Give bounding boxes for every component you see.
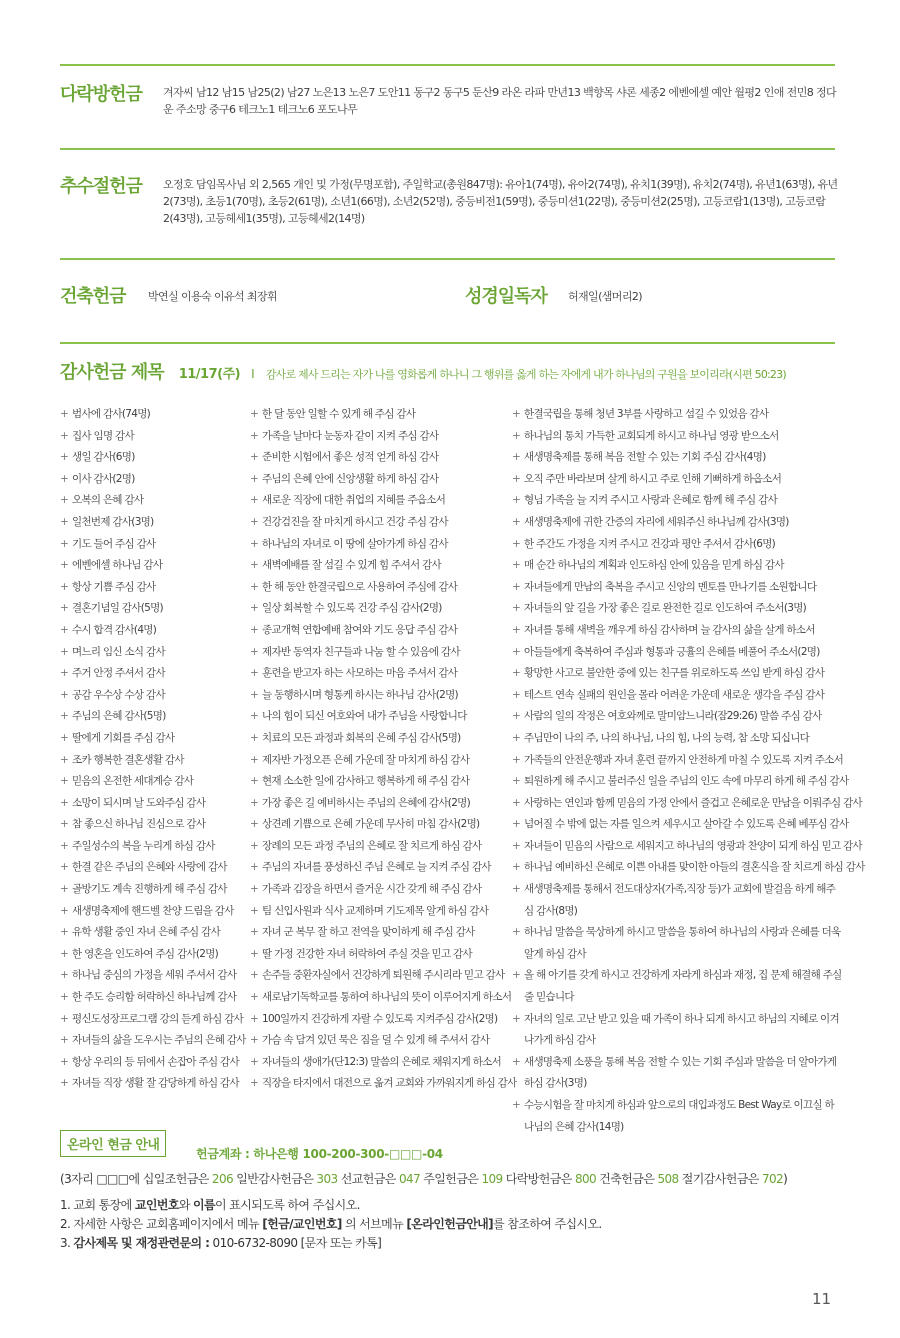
thanks-item: + 하나님 중심의 가정을 세워 주셔서 감사 bbox=[60, 965, 250, 987]
thanks-item: + 믿음의 온전한 세대계승 감사 bbox=[60, 771, 250, 793]
thanks-item: + 직장을 타지에서 대전으로 옮겨 교회와 가까워지게 하심 감사 bbox=[250, 1073, 512, 1095]
thanks-item: + 에벤에셀 하나님 감사 bbox=[60, 555, 250, 577]
code-darak: 800 bbox=[574, 1172, 597, 1186]
thanks-item: + 주님의 자녀를 풍성하신 주님 은혜로 늘 지켜 주심 감사 bbox=[250, 857, 512, 879]
chusu-body: 오정호 담임목사님 외 2,565 개인 및 가정(무명포함), 주일학교(총원847명): 유아1(74명), 유아2(74명), 유치1(39명), 유치2(74명), 유년1(63명), 유년2(73명), 초등1(70명), 초등2(61명), 소년1(66명), 소년2(52명), 중등비전1(59명), 중등미션1(22명), 중등미션2(25명), 고등코람1(13명), 고등코람2(43명), 고등헤세1(35명), 고등헤세2(14명) bbox=[163, 178, 838, 225]
rule-top bbox=[60, 64, 835, 66]
thanks-item: + 현재 소소한 일에 감사하고 행복하게 해 주심 감사 bbox=[250, 771, 512, 793]
note-2-bold-b: [헌금/교인번호] bbox=[262, 1217, 342, 1231]
thanks-item: + 자녀들에게 만남의 축복을 주시고 신앙의 멘토를 만나기를 소원합니다 bbox=[512, 577, 842, 599]
thanks-item: + 가족들의 안전운행과 자녀 훈련 끝까지 안전하게 마칠 수 있도록 지켜 주소서 bbox=[512, 750, 842, 772]
chusu-title: 추수절헌금 bbox=[60, 176, 142, 197]
thanks-item: + 자녀들 직장 생활 잘 감당하게 하심 감사 bbox=[60, 1073, 250, 1095]
codes-label-6: 절기감사헌금은 bbox=[681, 1172, 759, 1186]
thanks-item: + 종교개혁 연합예배 참여와 기도 응답 주심 감사 bbox=[250, 620, 512, 642]
bible-title: 성경일독자 bbox=[465, 286, 547, 307]
thanks-item: + 딸에게 기회를 주심 감사 bbox=[60, 728, 250, 750]
thanks-item: + 넘어질 수 밖에 없는 자를 일으켜 세우시고 살아갈 수 있도록 은혜 베푸심 감사 bbox=[512, 814, 842, 836]
rule-4 bbox=[60, 342, 835, 344]
code-building: 508 bbox=[657, 1172, 679, 1186]
note-2-text-c: 의 서브메뉴 bbox=[344, 1217, 404, 1231]
thanks-item: + 올 해 아기를 갖게 하시고 건강하게 자라게 하심과 재정, 집 문제 해결해 주실 줄 믿습니다 bbox=[512, 965, 842, 1008]
thanks-item: + 자녀들이 믿음의 사람으로 세워지고 하나님의 영광과 찬양이 되게 하심 믿고 감사 bbox=[512, 836, 842, 858]
thanks-item: + 자녀들의 앞 길을 가장 좋은 길로 완전한 길로 인도하여 주소서(3명) bbox=[512, 598, 842, 620]
thanks-item: + 퇴원하게 해 주시고 불러주신 일을 주님의 인도 속에 마무리 하게 해 주심 감사 bbox=[512, 771, 842, 793]
codes-label-5: 건축헌금은 bbox=[599, 1172, 655, 1186]
thanks-item: + 나의 힘이 되신 여호와여 내가 주님을 사랑합니다 bbox=[250, 706, 512, 728]
thanks-item: + 새로운 직장에 대한 취업의 지혜를 주옵소서 bbox=[250, 490, 512, 512]
thanks-item: + 100일까지 건강하게 자랄 수 있도록 지켜주심 감사(2명) bbox=[250, 1009, 512, 1031]
thanks-item: + 제자반 가정오픈 은혜 가운데 잘 마치게 하심 감사 bbox=[250, 750, 512, 772]
thanks-item: + 한결국립을 통해 청년 3부를 사랑하고 섬길 수 있었음 감사 bbox=[512, 404, 842, 426]
code-sunday: 109 bbox=[481, 1172, 503, 1186]
thanks-item: + 새생명축제 소풍을 통해 복음 전할 수 있는 기회 주심과 말씀을 더 알아가게 하심 감사(3명) bbox=[512, 1052, 842, 1095]
thanks-item: + 팀 신입사원과 식사 교제하며 기도제목 알게 하심 감사 bbox=[250, 901, 512, 923]
codes-label-4: 다락방헌금은 bbox=[505, 1172, 572, 1186]
account-info: 헌금계좌 : 하나은행 100-200-300-□□□-04 bbox=[196, 1147, 443, 1161]
thanks-item: + 자녀들의 생애가(단12:3) 말씀의 은혜로 채워지게 하소서 bbox=[250, 1052, 512, 1074]
thanks-item: + 주일성수의 복을 누리게 하심 감사 bbox=[60, 836, 250, 858]
thanks-item: + 사람의 일의 작정은 여호와께로 말미암느니라(잠29:26) 말씀 주심 감사 bbox=[512, 706, 842, 728]
codes-prefix: (3자리 □□□에 십일조헌금은 bbox=[60, 1172, 209, 1186]
note-1-bold-b: 교인번호 bbox=[134, 1198, 179, 1212]
thanks-item: + 자녀 군 복무 잘 하고 전역을 맞이하게 해 주심 감사 bbox=[250, 922, 512, 944]
thanks-item: + 일천번제 감사(3명) bbox=[60, 512, 250, 534]
thanks-item: + 주님의 은혜 감사(5명) bbox=[60, 706, 250, 728]
thanks-item: + 손주들 중환자실에서 건강하게 퇴원해 주시리라 믿고 감사 bbox=[250, 965, 512, 987]
thanks-item: + 한 달 동안 일할 수 있게 해 주심 감사 bbox=[250, 404, 512, 426]
thanks-item: + 하나님 말씀을 묵상하게 하시고 말씀을 통하여 하나님의 사랑과 은혜를 더욱 알게 하심 감사 bbox=[512, 922, 842, 965]
thanks-item: + 며느리 임신 소식 감사 bbox=[60, 642, 250, 664]
thanks-item: + 한결 같은 주님의 은혜와 사랑에 감사 bbox=[60, 857, 250, 879]
thanks-item: + 가족과 김장을 하면서 즐거운 시간 갖게 해 주심 감사 bbox=[250, 879, 512, 901]
note-1-bold-d: 이름 bbox=[193, 1198, 216, 1212]
note-1-text-c: 와 bbox=[178, 1198, 190, 1212]
thanks-header bbox=[60, 358, 860, 384]
darakbang-title: 다락방헌금 bbox=[60, 84, 142, 105]
thanks-column-1 bbox=[60, 404, 250, 1095]
bible-body: 허재일(샘머리2) bbox=[568, 290, 642, 303]
thanks-column-2 bbox=[250, 404, 517, 1095]
building-title: 건축헌금 bbox=[60, 286, 126, 307]
thanks-item: + 아들들에게 축복하여 주심과 형통과 긍휼의 은혜를 베풀어 주소서(2명) bbox=[512, 642, 842, 664]
thanks-item: + 주님의 은혜 안에 신앙생활 하게 하심 감사 bbox=[250, 469, 512, 491]
thanks-item: + 자녀를 통해 새벽을 깨우게 하심 감사하며 늘 감사의 삶을 살게 하소서 bbox=[512, 620, 842, 642]
codes-label-1: 일반감사헌금은 bbox=[236, 1172, 314, 1186]
thanks-title: 감사헌금 제목 bbox=[60, 362, 164, 383]
darakbang-body: 겨자씨 남12 남15 남25(2) 남27 노은13 노은7 도안11 동구2 동구5 둔산9 라온 라파 만년13 백향목 샤론 세종2 에벤에셀 예안 월평2 인애 전민8 정다운 주소망 중구6 테크노1 테크노6 포도나무 bbox=[163, 86, 837, 116]
rule-3 bbox=[60, 258, 835, 260]
thanks-item: + 늘 동행하시며 형통케 하시는 하나님 감사(2명) bbox=[250, 685, 512, 707]
online-offering-title: 온라인 현금 안내 bbox=[60, 1130, 166, 1157]
thanks-item: + 결혼기념일 감사(5명) bbox=[60, 598, 250, 620]
thanks-item: + 장례의 모든 과정 주님의 은혜로 잘 치르게 하심 감사 bbox=[250, 836, 512, 858]
thanks-item: + 오복의 은혜 감사 bbox=[60, 490, 250, 512]
note-2-text-e: 를 참조하여 주십시오. bbox=[493, 1217, 602, 1231]
thanks-item: + 새생명축제를 통해서 전도대상자(가족,직장 등)가 교회에 발걸음 하게 해주심 감사(8명) bbox=[512, 879, 842, 922]
thanks-item: + 새생명축제에 핸드벨 찬양 드림을 감사 bbox=[60, 901, 250, 923]
thanks-item: + 상견례 기쁨으로 은혜 가운데 무사히 마침 감사(2명) bbox=[250, 814, 512, 836]
building-body: 박연실 이용숙 이유석 최장휘 bbox=[148, 290, 278, 303]
thanks-column-3 bbox=[512, 404, 865, 1138]
thanks-item: + 주거 안정 주셔서 감사 bbox=[60, 663, 250, 685]
thanks-item: + 소망이 되시며 날 도와주심 감사 bbox=[60, 793, 250, 815]
offering-notes bbox=[60, 1196, 602, 1253]
thanks-item: + 평신도성장프로그램 강의 듣게 하심 감사 bbox=[60, 1009, 250, 1031]
thanks-item: + 새생명축제를 통해 복음 전할 수 있는 기회 주심 감사(4명) bbox=[512, 447, 842, 469]
code-mission: 047 bbox=[398, 1172, 421, 1186]
note-1-text-a: 1. 교회 통장에 bbox=[60, 1198, 132, 1212]
thanks-item: + 한 주도 승리함 허락하신 하나님께 감사 bbox=[60, 987, 250, 1009]
thanks-item: + 새로남기독학교를 통하여 하나님의 뜻이 이루어지게 하소서 bbox=[250, 987, 512, 1009]
offering-codes bbox=[60, 1170, 787, 1187]
thanks-item: + 사랑하는 연인과 함께 믿음의 가정 안에서 즐겁고 은혜로운 만남을 이뤄주심 감사 bbox=[512, 793, 842, 815]
thanks-item: + 가슴 속 담겨 있던 묵은 짐을 덜 수 있게 해 주셔서 감사 bbox=[250, 1030, 512, 1052]
thanks-item: + 황망한 사고로 불안한 중에 있는 친구를 위로하도록 쓰임 받게 하심 감사 bbox=[512, 663, 842, 685]
thanks-item: + 이사 감사(2명) bbox=[60, 469, 250, 491]
thanks-item: + 생일 감사(6명) bbox=[60, 447, 250, 469]
codes-suffix: ) bbox=[783, 1172, 788, 1186]
codes-label-2: 선교헌금은 bbox=[340, 1172, 396, 1186]
thanks-item: + 기도 들어 주심 감사 bbox=[60, 534, 250, 556]
thanks-item: + 오직 주만 바라보며 살게 하시고 주로 인해 기뻐하게 하옵소서 bbox=[512, 469, 842, 491]
note-2 bbox=[60, 1215, 602, 1234]
thanks-item: + 한 주간도 가정을 지켜 주시고 건강과 평안 주셔서 감사(6명) bbox=[512, 534, 842, 556]
note-1 bbox=[60, 1196, 602, 1215]
thanks-item: + 유학 생활 중인 자녀 은혜 주심 감사 bbox=[60, 922, 250, 944]
thanks-item: + 항상 우리의 등 뒤에서 손잡아 주심 감사 bbox=[60, 1052, 250, 1074]
thanks-item: + 하나님 예비하신 은혜로 이쁜 아내를 맞이한 아들의 결혼식을 잘 치르게 하심 감사 bbox=[512, 857, 842, 879]
thanks-item: + 자녀의 일로 고난 받고 있을 때 가족이 하나 되게 하시고 하님의 지혜로 이겨나가게 하심 감사 bbox=[512, 1009, 842, 1052]
code-tithe: 206 bbox=[211, 1172, 234, 1186]
page-number: 11 bbox=[812, 1290, 832, 1308]
code-general: 303 bbox=[316, 1172, 338, 1186]
code-season: 702 bbox=[761, 1172, 784, 1186]
thanks-separator: I bbox=[251, 367, 255, 381]
thanks-item: + 참 좋으신 하나님 진심으로 감사 bbox=[60, 814, 250, 836]
thanks-item: + 공감 우수상 수상 감사 bbox=[60, 685, 250, 707]
thanks-item: + 범사에 감사(74명) bbox=[60, 404, 250, 426]
thanks-item: + 하나님의 자녀로 이 땅에 살아가게 하심 감사 bbox=[250, 534, 512, 556]
thanks-item: + 주님만이 나의 주, 나의 하나님, 나의 힘, 나의 능력, 참 소망 되십니다 bbox=[512, 728, 842, 750]
note-2-text-a: 2. 자세한 사항은 교회홈페이지에서 메뉴 bbox=[60, 1217, 259, 1231]
thanks-item: + 한 해 동안 한결국립으로 사용하여 주심에 감사 bbox=[250, 577, 512, 599]
thanks-item: + 새생명축제에 귀한 간증의 자리에 세워주신 하나님께 감사(3명) bbox=[512, 512, 842, 534]
thanks-verse: 감사로 제사 드리는 자가 나를 영화롭게 하나니 그 행위를 옳게 하는 자에게 내가 하나님의 구원을 보이리라(시편 50:23) bbox=[265, 368, 786, 381]
thanks-date: 11/17(주) bbox=[178, 367, 241, 382]
thanks-item: + 조카 행복한 결혼생활 감사 bbox=[60, 750, 250, 772]
thanks-item: + 형님 가족을 늘 지켜 주시고 사랑과 은혜로 함께 해 주심 감사 bbox=[512, 490, 842, 512]
thanks-item: + 매 순간 하나님의 계획과 인도하심 안에 있음을 믿게 하심 감사 bbox=[512, 555, 842, 577]
thanks-item: + 항상 기쁨 주심 감사 bbox=[60, 577, 250, 599]
thanks-item: + 한 영혼을 인도하여 주심 감사(2명) bbox=[60, 944, 250, 966]
thanks-item: + 제자반 동역자 친구들과 나눔 할 수 있음에 감사 bbox=[250, 642, 512, 664]
thanks-item: + 하나님의 통치 가득한 교회되게 하시고 하나님 영광 받으소서 bbox=[512, 426, 842, 448]
thanks-item: + 수시 합격 감사(4명) bbox=[60, 620, 250, 642]
note-3-text-c: 010-6732-8090 [문자 또는 카톡] bbox=[212, 1236, 382, 1250]
thanks-item: + 테스트 연속 실패의 원인을 몰라 어려운 가운데 새로운 생각을 주심 감사 bbox=[512, 685, 842, 707]
note-1-text-e: 이 표시되도록 하여 주십시오. bbox=[215, 1198, 360, 1212]
thanks-item: + 가족을 날마다 눈동자 같이 지켜 주심 감사 bbox=[250, 426, 512, 448]
note-3-bold-b: 감사제목 및 재정관련문의 : bbox=[73, 1236, 210, 1250]
thanks-item: + 건강검진을 잘 마치게 하시고 건강 주심 감사 bbox=[250, 512, 512, 534]
thanks-item: + 집사 임명 감사 bbox=[60, 426, 250, 448]
thanks-item: + 치료의 모든 과정과 회복의 은혜 주심 감사(5명) bbox=[250, 728, 512, 750]
note-3 bbox=[60, 1234, 602, 1253]
thanks-item: + 새벽예배를 잘 섬길 수 있게 힘 주셔서 감사 bbox=[250, 555, 512, 577]
thanks-item: + 자녀들의 삶을 도우시는 주님의 은혜 감사 bbox=[60, 1030, 250, 1052]
thanks-item: + 가장 좋은 길 예비하시는 주님의 은혜에 감사(2명) bbox=[250, 793, 512, 815]
thanks-item: + 수능시험을 잘 마치게 하심과 앞으로의 대입과정도 Best Way로 이끄실 하나님의 은혜 감사(14명) bbox=[512, 1095, 842, 1138]
rule-2 bbox=[60, 148, 835, 150]
thanks-item: + 훈련을 받고자 하는 사모하는 마음 주셔서 감사 bbox=[250, 663, 512, 685]
thanks-item: + 일상 회복할 수 있도록 건강 주심 감사(2명) bbox=[250, 598, 512, 620]
thanks-item: + 골방기도 계속 진행하게 해 주심 감사 bbox=[60, 879, 250, 901]
thanks-item: + 딸 가정 건강한 자녀 허락하여 주실 것을 믿고 감사 bbox=[250, 944, 512, 966]
note-2-bold-d: [온라인헌금안내] bbox=[406, 1217, 494, 1231]
note-3-text-a: 3. bbox=[60, 1236, 71, 1250]
thanks-item: + 준비한 시험에서 좋은 성적 얻게 하심 감사 bbox=[250, 447, 512, 469]
codes-label-3: 주일헌금은 bbox=[423, 1172, 479, 1186]
